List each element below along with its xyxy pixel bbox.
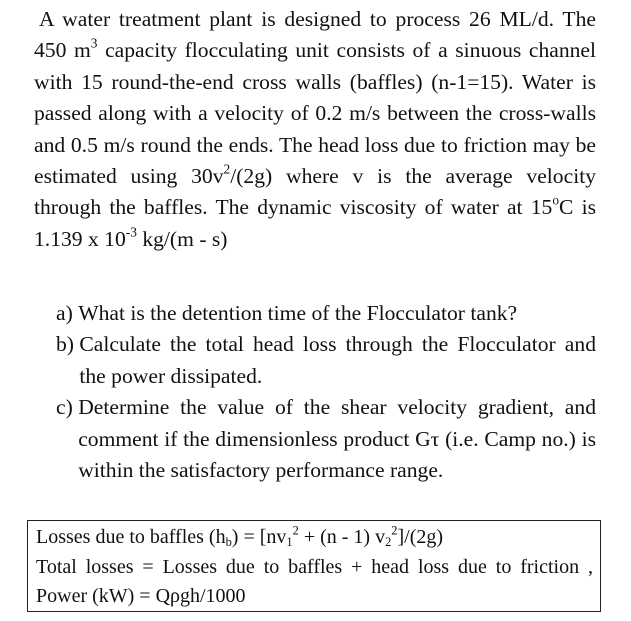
question-c [56, 392, 596, 486]
exponent-superscript: -3 [125, 224, 137, 240]
question-b [56, 329, 596, 392]
question-c-text: Determine the value of the shear velocity gradient, and comment if the dimensionless product Gτ (i.e. Camp no.) is within the satisfactory performance range. [78, 395, 596, 483]
problem-text-5: kg/(m - s) [136, 226, 228, 251]
question-a-label: a) [56, 301, 79, 325]
question-a [56, 298, 596, 329]
formula-1-sup-1: 2 [292, 523, 299, 538]
problem-text-3: /(2g) where v is the average velocity through the baffles. The dynamic viscosity of water at 15 [34, 164, 596, 220]
question-b-label: b) [56, 332, 80, 357]
question-c-label: c) [56, 395, 79, 420]
cubic-superscript: 3 [90, 36, 98, 52]
problem-statement [34, 4, 596, 255]
formula-1-sub-2: 2 [385, 535, 392, 550]
formula-1-sup-2: 2 [391, 523, 398, 538]
problem-text-4: C is 1.139 x 10 [34, 195, 596, 251]
question-list [56, 298, 596, 486]
formula-1-part-a: Losses due to baffles (h [36, 526, 226, 548]
square-superscript: 2 [223, 161, 231, 177]
formula-box [27, 520, 601, 612]
question-b-text: Calculate the total head loss through the Flocculator and the power dissipated. [79, 332, 596, 388]
formula-1-sub-1: 1 [286, 535, 293, 550]
baffle-loss-formula [36, 523, 593, 553]
formula-1-part-b: ) = [nv [231, 526, 287, 548]
formula-1-part-c: + (n - 1) v [298, 526, 386, 548]
formula-1-sub-b: b [225, 535, 232, 550]
problem-text-2: capacity flocculating unit consists of a sinuous channel with 15 round-the-end cross walls (baffles) (n-1=15). Water is passed along with a velocity of 0.2 m/s between the cross-walls and 0.5 m/s round the ends. The head loss due to friction may be estimated using 30v [34, 38, 597, 189]
total-loss-and-power-formula: Total losses = Losses due to baffles + head loss due to friction , Power (kW) = Qρgh/1000 [36, 555, 593, 608]
problem-text-1: A water treatment plant is designed to process 26 ML/d. The 450 m [34, 7, 596, 63]
degree-superscript: o [552, 193, 559, 209]
formula-1-part-d: ]/(2g) [397, 526, 444, 548]
question-a-text: What is the detention time of the Flocculator tank? [78, 301, 518, 325]
